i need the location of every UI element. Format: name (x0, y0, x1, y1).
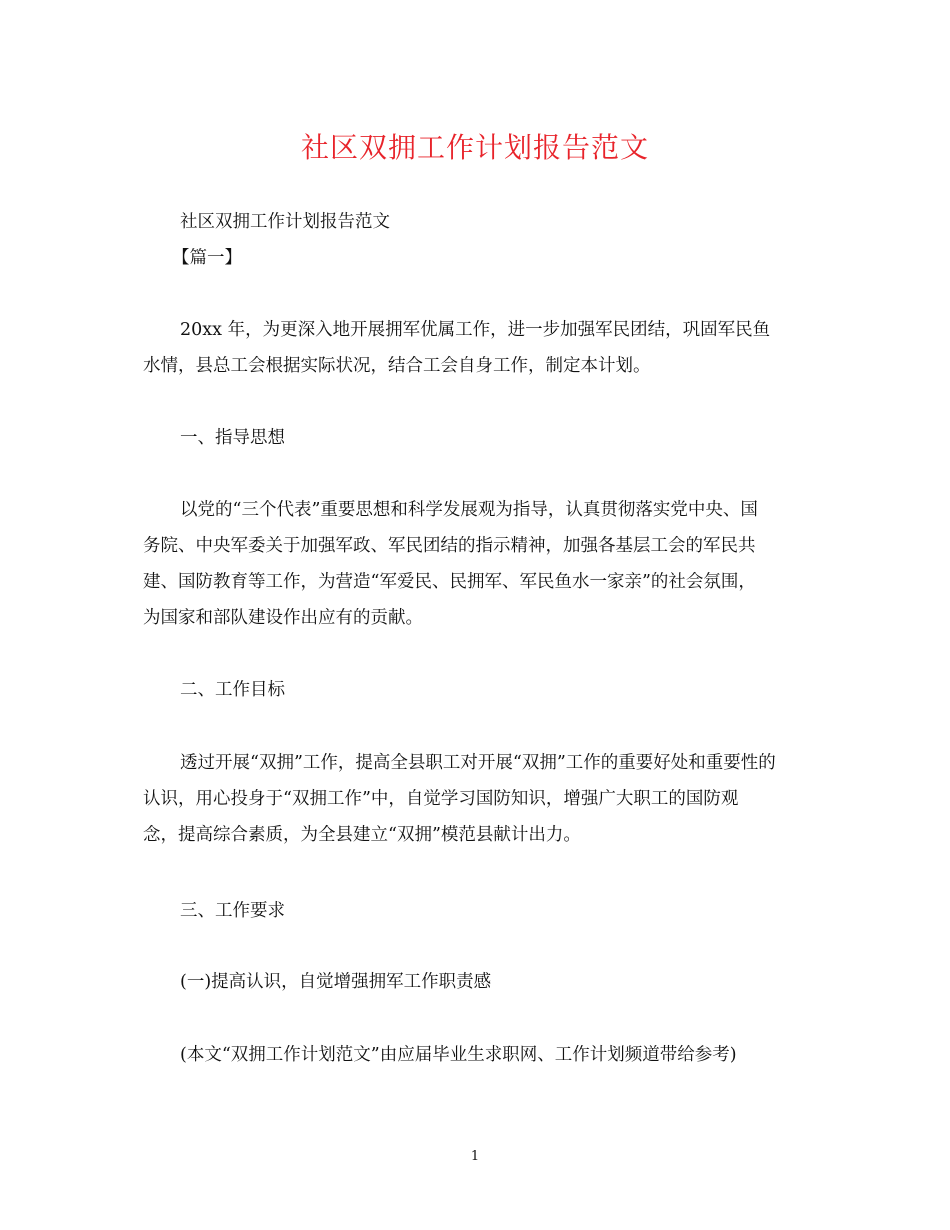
heading-work-requirements: 三、工作要求 (180, 901, 285, 921)
intro-paragraph (143, 312, 813, 384)
para1-line-1: 以党的“三个代表”重要思想和科学发展观为指导，认真贯彻落实党中央、国 (180, 500, 758, 520)
sub-heading-1: (一)提高认识，自觉增强拥军工作职责感 (180, 972, 492, 992)
document-title: 社区双拥工作计划报告范文 (300, 131, 649, 164)
work-goals-paragraph (143, 745, 813, 853)
guiding-ideology-paragraph (143, 492, 813, 636)
para2-line-3: 念，提高综合素质，为全县建立“双拥”模范县献计出力。 (143, 825, 581, 845)
source-note: (本文“双拥工作计划范文”由应届毕业生求职网、工作计划频道带给参考) (180, 1045, 737, 1065)
intro-line-1: 20xx 年，为更深入地开展拥军优属工作，进一步加强军民团结，巩固军民鱼 (180, 320, 771, 340)
heading-work-goals: 二、工作目标 (180, 680, 285, 700)
para1-line-3: 建、国防教育等工作，为营造“军爱民、民拥军、军民鱼水一家亲”的社会氛围， (143, 572, 756, 592)
para2-line-1: 透过开展“双拥”工作，提高全县职工对开展“双拥”工作的重要好处和重要性的 (180, 753, 776, 773)
para2-line-2: 认识，用心投身于“双拥工作”中，自觉学习国防知识，增强广大职工的国防观 (143, 789, 739, 809)
document-subtitle: 社区双拥工作计划报告范文 (180, 212, 390, 232)
para1-line-4: 为国家和部队建设作出应有的贡献。 (143, 608, 423, 628)
para1-line-2: 务院、中央军委关于加强军政、军民团结的指示精神，加强各基层工会的军民共 (143, 536, 756, 556)
section-marker: 【篇一】 (172, 248, 242, 268)
page-number: 1 (470, 1149, 480, 1164)
heading-guiding-ideology: 一、指导思想 (180, 428, 285, 448)
intro-line-2: 水情，县总工会根据实际状况，结合工会自身工作，制定本计划。 (143, 356, 651, 376)
